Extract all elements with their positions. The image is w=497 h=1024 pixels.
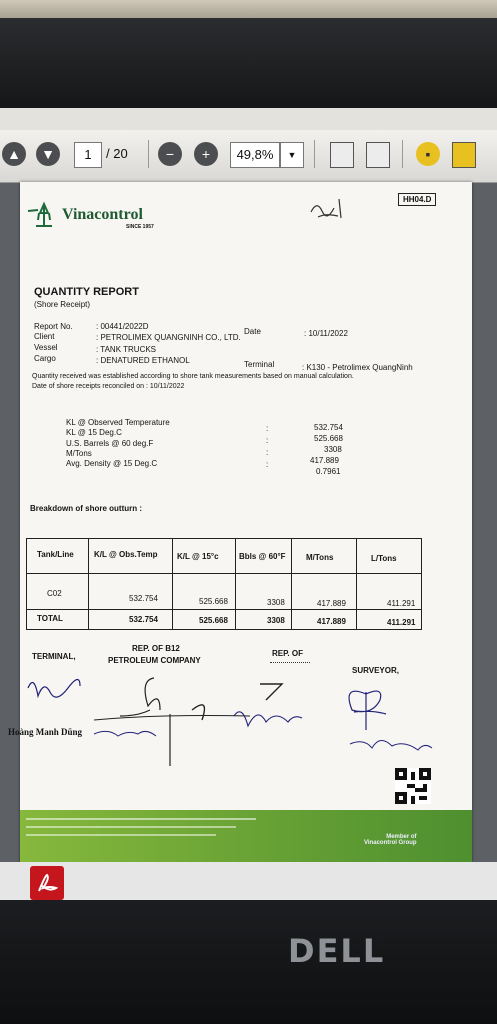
breakdown-table bbox=[26, 538, 422, 630]
rep-b12-line-2: PETROLEUM COMPANY bbox=[108, 656, 201, 665]
document-code: HH04.D bbox=[398, 193, 436, 206]
highlight-icon[interactable] bbox=[452, 142, 476, 168]
summary-label: U.S. Barrels @ 60 deg.F bbox=[66, 439, 154, 448]
summary-value: 3308 bbox=[324, 445, 342, 454]
toolbar-divider bbox=[148, 140, 149, 168]
brand-since: SINCE 1957 bbox=[126, 224, 154, 230]
fit-width-icon[interactable] bbox=[366, 142, 390, 168]
cargo-value: : DENATURED ETHANOL bbox=[96, 356, 190, 365]
vessel-label: Vessel bbox=[34, 343, 58, 352]
client-value: : PETROLIMEX QUANGNINH CO., LTD. bbox=[96, 333, 241, 342]
table-cell: 411.291 bbox=[357, 610, 422, 630]
summary-label: Avg. Density @ 15 Deg.C bbox=[66, 459, 158, 468]
footer-band bbox=[20, 810, 472, 862]
table-cell: 411.291 bbox=[357, 574, 422, 610]
zoom-dropdown-chevron-icon[interactable]: ▼ bbox=[280, 142, 304, 168]
monitor-brand-logo: DELL bbox=[288, 932, 386, 970]
table-cell: 532.754 bbox=[89, 574, 173, 610]
pdf-app-icon[interactable] bbox=[30, 866, 64, 900]
footer-text-line bbox=[26, 818, 256, 820]
table-cell: C02 bbox=[26, 574, 89, 610]
breakdown-title: Breakdown of shore outturn : bbox=[30, 504, 142, 513]
table-header: K/L @ Obs.Temp bbox=[89, 538, 173, 574]
comment-icon[interactable]: ▪ bbox=[416, 142, 440, 166]
qr-code bbox=[395, 768, 431, 804]
table-cell: 417.889 bbox=[292, 610, 357, 630]
summary-value: 0.7961 bbox=[316, 467, 341, 476]
summary-value: 525.668 bbox=[314, 434, 343, 443]
toolbar-divider bbox=[314, 140, 315, 168]
date-value: : 10/11/2022 bbox=[304, 329, 348, 338]
zoom-level-field[interactable]: 49,8% bbox=[230, 142, 280, 168]
page-number-input[interactable]: 1 bbox=[74, 142, 102, 168]
rep-b12-line-1: REP. OF B12 bbox=[132, 644, 180, 653]
pdf-page bbox=[8, 182, 472, 862]
table-cell: TOTAL bbox=[26, 610, 89, 630]
table-cell: 525.668 bbox=[173, 610, 236, 630]
dotted-line bbox=[270, 662, 310, 663]
note-line-2: Date of shore receipts reconciled on : 10/11/2022 bbox=[32, 383, 185, 390]
monitor-bezel-bottom bbox=[0, 900, 497, 1024]
summary-label: KL @ 15 Deg.C bbox=[66, 428, 122, 437]
next-page-icon[interactable]: ▼ bbox=[36, 142, 60, 166]
terminal-label: Terminal bbox=[244, 360, 275, 369]
summary-label: KL @ Observed Temperature bbox=[66, 418, 170, 427]
page-subtitle: (Shore Receipt) bbox=[34, 300, 91, 309]
terminal-value: : K130 - Petrolimex QuangNinh bbox=[302, 363, 413, 372]
previous-page-icon[interactable]: ▲ bbox=[2, 142, 26, 166]
summary-label: M/Tons bbox=[66, 449, 92, 458]
colon: : bbox=[266, 436, 269, 445]
table-cell: 532.754 bbox=[89, 610, 173, 630]
monitor-bezel-top bbox=[0, 18, 497, 110]
fit-page-icon[interactable] bbox=[330, 142, 354, 168]
brand-name: Vinacontrol bbox=[62, 206, 143, 223]
note-line-1: Quantity received was established according to shore tank measurements based on manual calculation. bbox=[32, 373, 354, 380]
signer-name: Hoàng Manh Dũng bbox=[8, 727, 83, 737]
page-title: QUANTITY REPORT bbox=[34, 286, 139, 298]
zoom-in-icon[interactable]: + bbox=[194, 142, 218, 166]
date-label: Date bbox=[244, 327, 261, 336]
report-no-value: : 00441/2022D bbox=[96, 322, 149, 331]
footer-text-line bbox=[26, 826, 236, 828]
summary-value: 532.754 bbox=[314, 423, 343, 432]
table-header: Bbls @ 60°F bbox=[236, 538, 292, 574]
surveyor-label: SURVEYOR, bbox=[352, 666, 399, 675]
table-header: M/Tons bbox=[292, 538, 357, 574]
colon: : bbox=[266, 448, 269, 457]
terminal-signature-label: TERMINAL, bbox=[32, 652, 76, 661]
table-header: Tank/Line bbox=[26, 538, 89, 574]
vinacontrol-logo-icon bbox=[26, 200, 62, 230]
summary-value: 417.889 bbox=[310, 456, 339, 465]
cargo-label: Cargo bbox=[34, 354, 56, 363]
table-cell: 525.668 bbox=[173, 574, 236, 610]
signatures-area bbox=[20, 670, 472, 780]
footer-member-text: Member of Vinacontrol Group bbox=[364, 834, 417, 846]
table-cell: 417.889 bbox=[292, 574, 357, 610]
footer-text-line bbox=[26, 834, 216, 836]
client-label: Client bbox=[34, 332, 55, 341]
table-header: K/L @ 15°c bbox=[173, 538, 236, 574]
report-no-label: Report No. bbox=[34, 322, 73, 331]
table-header: L/Tons bbox=[357, 538, 422, 574]
initials-signature bbox=[308, 196, 352, 226]
colon: : bbox=[266, 460, 269, 469]
rep-of-label: REP. OF bbox=[272, 649, 303, 658]
table-cell: 3308 bbox=[236, 574, 292, 610]
colon: : bbox=[266, 424, 269, 433]
toolbar-divider bbox=[402, 140, 403, 168]
vessel-value: : TANK TRUCKS bbox=[96, 345, 157, 354]
pdf-toolbar bbox=[0, 130, 497, 183]
page-total-label: / 20 bbox=[106, 146, 128, 161]
table-cell: 3308 bbox=[236, 610, 292, 630]
zoom-out-icon[interactable]: − bbox=[158, 142, 182, 166]
window-title-strip bbox=[0, 108, 497, 130]
